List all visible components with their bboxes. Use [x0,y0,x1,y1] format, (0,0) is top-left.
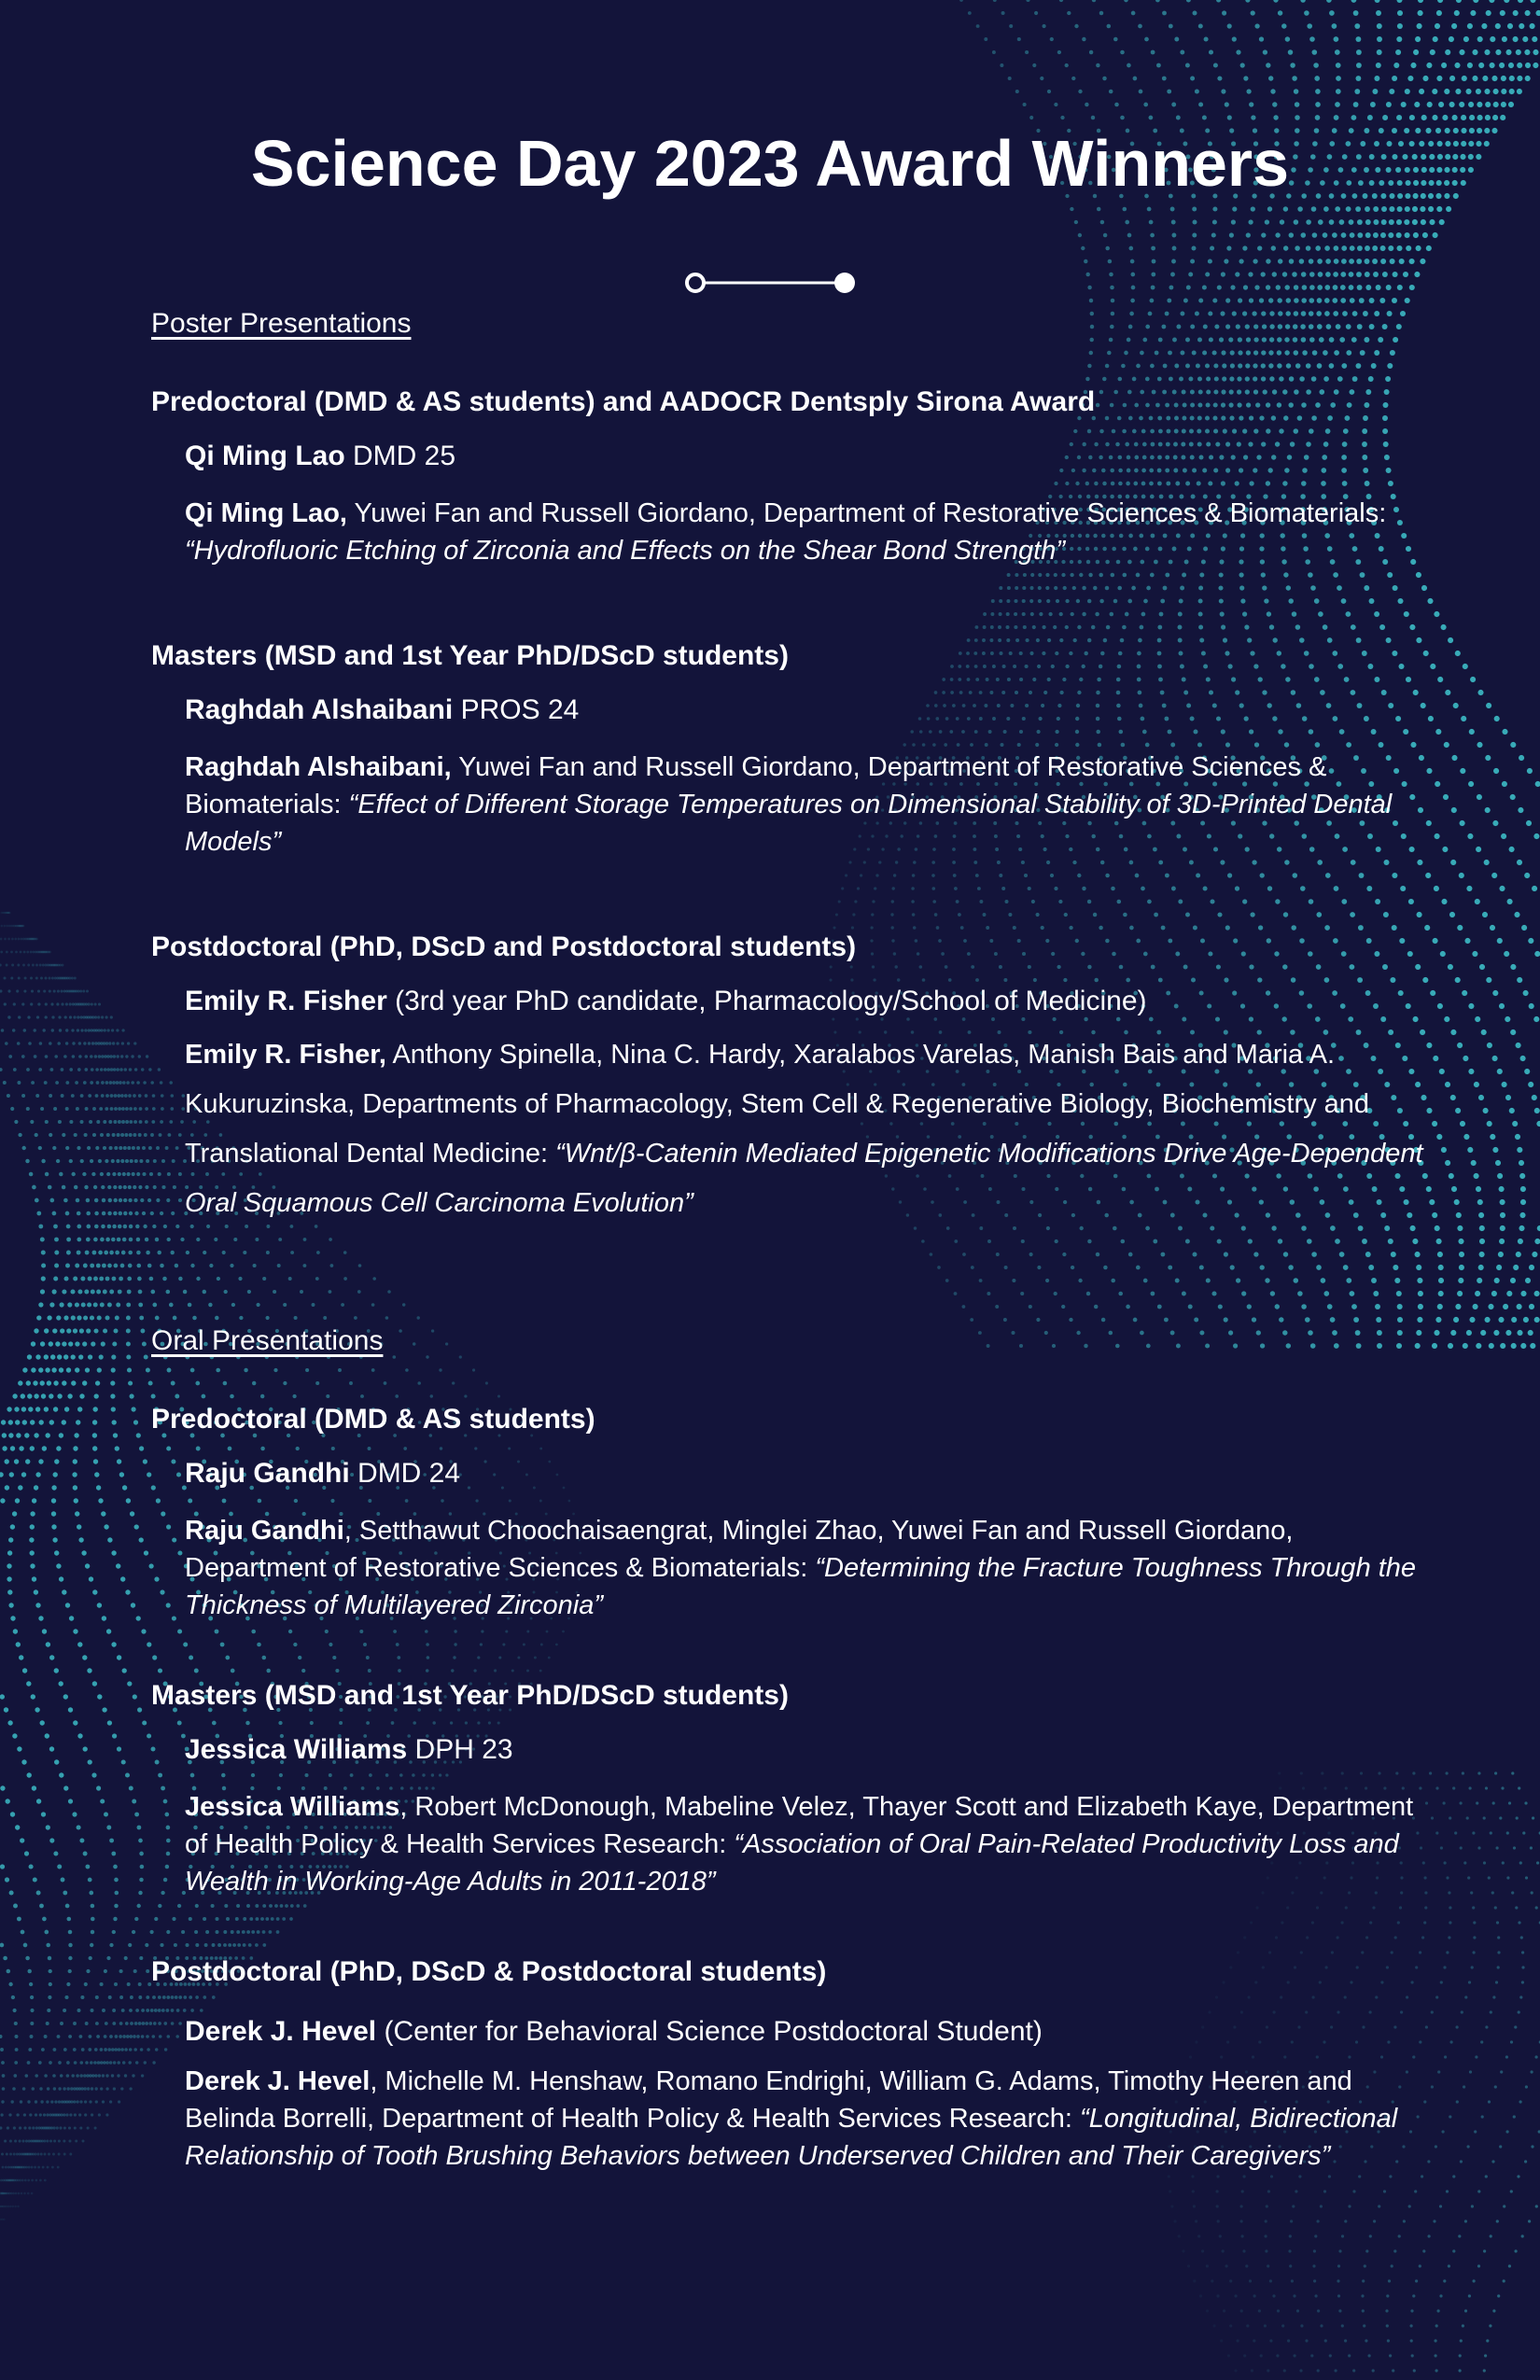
citation [185,749,1430,861]
work-title: “Effect of Different Storage Temperatures on Dimensional Stability of 3D-Printed Dental Models” [185,790,1393,857]
citation [185,1512,1430,1624]
citation [185,1030,1430,1228]
co-authors: Anthony Spinella, Nina C. Hardy, Xaralabos Varelas, Manish Bais and Maria A. Kukuruzinska, Departments of Pharmacology, Stem Cell & Regenerative Biology, Biochemistry and Translational Dental Medicine: [185,1040,1370,1169]
winner-name: Derek J. Hevel [185,2016,377,2047]
category-poster-postdoctoral [151,931,1430,1228]
winner-block [185,1458,1430,1624]
citation [185,2063,1430,2175]
category-title: Postdoctoral (PhD, DScD & Postdoctoral students) [151,1956,827,1987]
winner-block [185,1734,1430,1900]
category-oral-postdoctoral [151,1956,1430,2175]
lead-author: Derek J. Hevel [185,2066,371,2096]
winner-detail: DMD 25 [344,441,456,471]
lead-author: Emily R. Fisher, [185,1040,386,1070]
citation [185,495,1430,569]
lead-author: Raghdah Alshaibani, [185,752,452,782]
winner-name: Raju Gandhi [185,1458,350,1489]
category-title: Predoctoral (DMD & AS students) [151,1404,595,1435]
co-authors: , Michelle M. Henshaw, Romano Endrighi, William G. Adams, Timothy Heeren and Belinda Borrelli, Department of Health Policy & Health Services Research: [185,2066,1352,2134]
lead-author: Qi Ming Lao, [185,498,347,528]
work-title: “Wnt/β-Catenin Mediated Epigenetic Modifications Drive Age-Dependent Oral Squamous Cell Carcinoma Evolution” [185,1139,1423,1218]
category-oral-masters [151,1680,1430,1900]
winner-line [185,986,1430,1017]
work-title: “Association of Oral Pain-Related Productivity Loss and Wealth in Working-Age Adults in 2011-2018” [185,1829,1399,1897]
winner-name: Raghdah Alshaibani [185,694,454,725]
section-heading-poster: Poster Presentations [151,308,412,339]
lead-author: Jessica Williams [185,1792,400,1822]
winner-name: Jessica Williams [185,1734,408,1765]
winner-detail: DMD 24 [349,1458,461,1489]
work-title: “Longitudinal, Bidirectional Relationship of Tooth Brushing Behaviors between Underserved Children and Their Caregivers” [185,2104,1398,2171]
winner-line [185,441,1430,472]
category-title: Masters (MSD and 1st Year PhD/DScD students) [151,640,789,671]
category-oral-predoctoral [151,1404,1430,1624]
winner-block [185,441,1430,569]
category-title: Masters (MSD and 1st Year PhD/DScD students) [151,1680,789,1711]
winner-detail: (3rd year PhD candidate, Pharmacology/School of Medicine) [386,986,1147,1016]
winner-name: Emily R. Fisher [185,986,387,1016]
lead-author: Raju Gandhi [185,1516,344,1546]
citation [185,1788,1430,1900]
divider-filled-dot-icon [834,273,855,293]
winner-detail: PROS 24 [453,694,580,725]
category-poster-masters [151,640,1430,861]
co-authors: Yuwei Fan and Russell Giordano, Department of Restorative Sciences & Biomaterials: [347,498,1387,528]
category-poster-predoctoral [151,386,1430,569]
work-title: “Determining the Fracture Toughness Through the Thickness of Multilayered Zirconia” [185,1553,1417,1620]
divider-open-dot-icon [687,274,704,291]
winner-line [185,1458,1430,1490]
work-title: “Hydrofluoric Etching of Zirconia and Effects on the Shear Bond Strength” [185,536,1065,566]
category-title: Predoctoral (DMD & AS students) and AADOCR Dentsply Sirona Award [151,386,1096,417]
winner-block [185,694,1430,861]
content [151,308,1430,2175]
co-authors: Yuwei Fan and Russell Giordano, Department of Restorative Sciences & Biomaterials: [185,752,1327,819]
winner-detail: DPH 23 [407,1734,513,1765]
winner-block [185,986,1430,1228]
winner-name: Qi Ming Lao [185,441,345,471]
section-heading-oral: Oral Presentations [151,1325,384,1356]
co-authors: , Setthawut Choochaisaengrat, Minglei Zhao, Yuwei Fan and Russell Giordano, Department of Restorative Sciences & Biomaterials: [185,1516,1294,1583]
winner-detail: (Center for Behavioral Science Postdoctoral Student) [376,2016,1043,2047]
divider-ornament [681,269,859,297]
oral-presentations-section [151,1325,1430,2175]
winner-line [185,694,1430,726]
winner-line [185,1734,1430,1766]
page-title: Science Day 2023 Award Winners [250,127,1290,200]
category-title: Postdoctoral (PhD, DScD and Postdoctoral students) [151,931,857,962]
co-authors: , Robert McDonough, Mabeline Velez, Thayer Scott and Elizabeth Kaye, Department of Health Policy & Health Services Research: [185,1792,1414,1859]
winner-block [185,2016,1430,2175]
poster-presentations-section [151,308,1430,1228]
winner-line [185,2016,1430,2048]
